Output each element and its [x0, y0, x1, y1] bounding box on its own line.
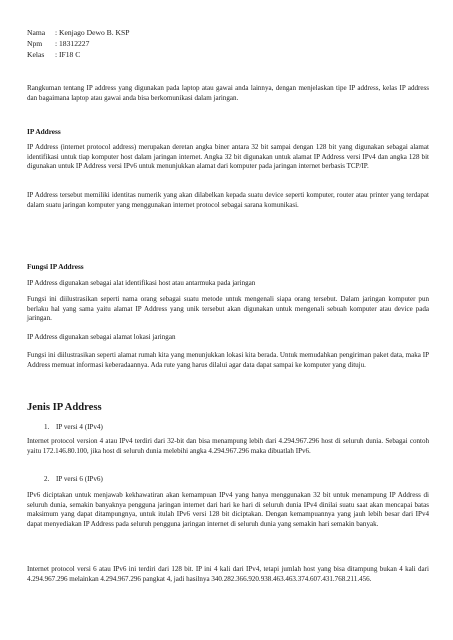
fungsi-paragraph-1: IP Address digunakan sebagai alat identifikasi host atau antarmuka pada jaringan [27, 279, 256, 287]
jenis-paragraph-3: Internet protocol versi 6 atau IPv6 ini terdiri dari 128 bit. IP ini 4 kali dari IPv4, tetapi jumlah host yang bisa ditampung bukan 4 kali dari 4.294.967.296 melainkan 4.294.967.296 pangkat 4, jadi hasilnya 340.282.366.920.938.463.463.374.607.431.768.211.456. [27, 565, 429, 583]
identity-label: Nama [27, 28, 46, 37]
jenis-heading: Jenis IP Address [27, 402, 102, 413]
identity-row-kelas [27, 50, 80, 60]
jenis-paragraph-1: Internet protocol version 4 atau IPv4 terdiri dari 32-bit dan bisa menampung lebih dari 4.294.967.296 host di seluruh dunia. Sebagai contoh yaitu 172.146.80.100, jika host di seluruh dunia melebihi angka 4.294.967.296 maka dibuatlah IPv6. [27, 437, 429, 455]
identity-value: : Kenjago Dewo B. KSP [55, 28, 130, 37]
identity-value: : 18312227 [55, 39, 90, 48]
identity-row-nama [27, 28, 129, 38]
ip-address-paragraph-1: IP Address (internet protocol address) merupakan deretan angka biner antara 32 bit sampai dengan 128 bit yang digunakan sebagai alamat identifikasi untuk tiap komputer host dalam jaringan internet. Angka 32 bit digunakan untuk alamat IP Address versi IPv4 dan angka 128 bit digunakan untuk IP Address versi IPv6 untuk menunjukkan alamat dari komputer pada jaringan internet berbasis TCP/IP. [27, 143, 429, 171]
list-label: IP versi 6 (IPv6) [56, 475, 103, 483]
list-number: 2. [44, 475, 50, 483]
ip-address-paragraph-2: IP Address tersebut memiliki identitas numerik yang akan dilabelkan kepada suatu device seperti komputer, router atau printer yang terdapat dalam suatu jaringan komputer yang menggunakan internet protocol sebagai sarana komunikasi. [27, 191, 429, 209]
identity-label: Kelas [27, 50, 45, 59]
list-number: 1. [44, 423, 50, 431]
list-item-ipv6 [44, 475, 103, 483]
intro-paragraph: Rangkuman tentang IP address yang digunakan pada laptop atau gawai anda lainnya, dengan menjelaskan tipe IP address, kelas IP address dan bagaimana laptop atau gawai anda bisa berkomunikasi dalam jaringan. [27, 84, 429, 102]
fungsi-paragraph-2: Fungsi ini diilustrasikan seperti nama orang sebagai suatu metode untuk mengenali siapa orang tersebut. Dalam jaringan komputer pun berlaku hal yang sama yaitu alamat IP Address yang unik tersebut akan digunakan untuk mengenali sebuah komputer atau device pada jaringan. [27, 295, 429, 323]
fungsi-paragraph-3: IP Address digunakan sebagai alamat lokasi jaringan [27, 333, 176, 341]
list-item-ipv4 [44, 423, 103, 431]
jenis-paragraph-2: IPv6 diciptakan untuk menjawab kekhawatiran akan kemampuan IPv4 yang hanya menggunakan 32 bit untuk menampung IP Address di seluruh dunia, semakin banyaknya pengguna jaringan internet dari hari ke hari di seluruh dunia IPv4 dinilai suatu saat akan mencapai batas maksimum yang dapat ditampungnya, untuk itulah IPv6 versi 128 bit diciptakan. Dengan kemampuannya yang jauh lebih besar dari IPv4 dapat menyediakan IP Address pada seluruh pengguna jaringan internet di seluruh dunia yang semakin hari semakin banyak. [27, 491, 429, 528]
fungsi-paragraph-4: Fungsi ini diilustrasikan seperti alamat rumah kita yang menunjukkan lokasi kita berada. Untuk memudahkan pengiriman paket data, maka IP Address memuat informasi keberadaannya. Ada rute yang harus dilalui agar data dapat sampai ke komputer yang dituju. [27, 351, 429, 369]
list-label: IP versi 4 (IPv4) [56, 423, 103, 431]
identity-value: : IF18 C [55, 50, 81, 59]
fungsi-heading: Fungsi IP Address [27, 262, 84, 271]
identity-row-npm [27, 39, 89, 49]
ip-address-heading: IP Address [27, 127, 61, 136]
identity-label: Npm [27, 39, 43, 48]
